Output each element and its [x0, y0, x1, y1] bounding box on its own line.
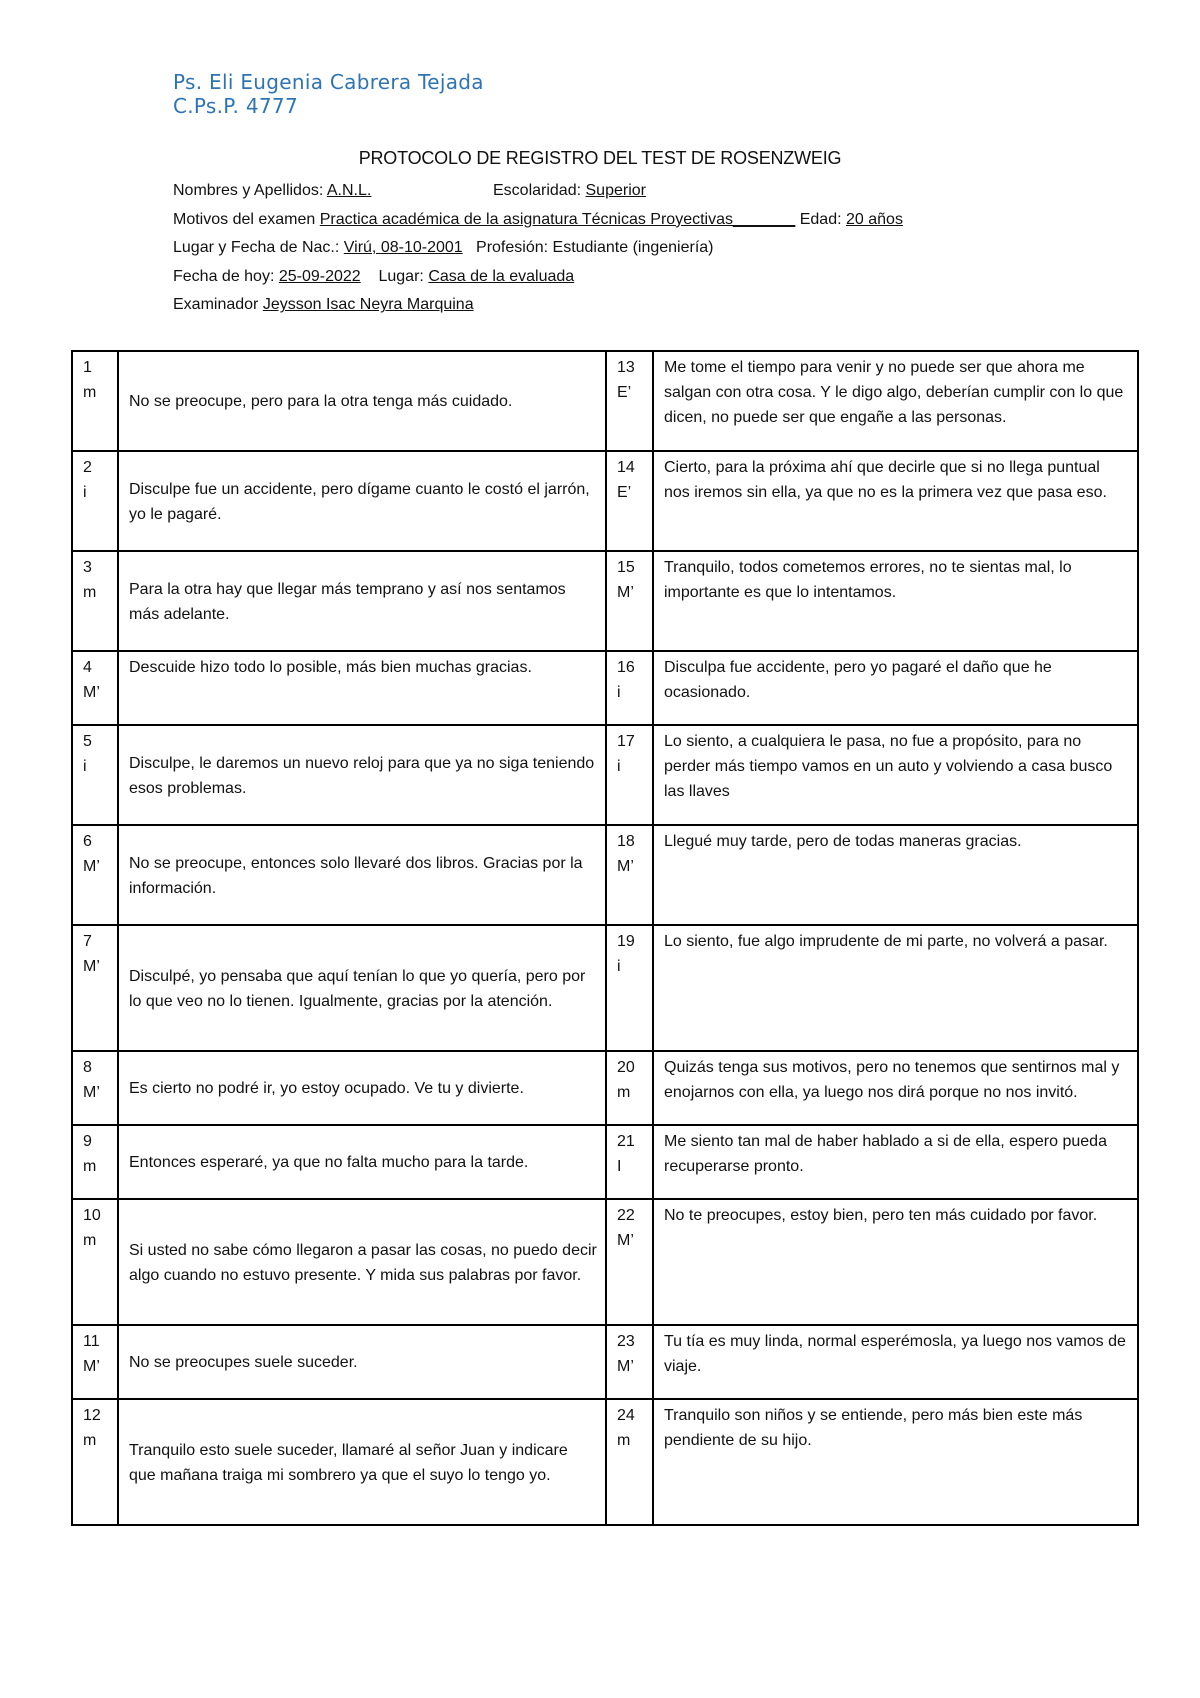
birth-label: Lugar y Fecha de Nac.:	[173, 239, 340, 257]
item-number: 8	[83, 1059, 92, 1076]
item-score-code: M’	[617, 858, 634, 875]
table-row	[72, 1125, 1138, 1199]
schooling-value: Superior	[585, 182, 646, 199]
item-number-cell	[72, 651, 118, 725]
item-number-cell	[606, 1051, 653, 1125]
table-row	[72, 351, 1138, 451]
item-response-cell	[653, 1399, 1138, 1525]
item-response-text: Disculpé, yo pensaba que aquí tenían lo que yo quería, pero por lo que veo no lo tienen. Igualmente, gracias por la atención.	[129, 967, 586, 1010]
name-label: Nombres y Apellidos:	[173, 182, 324, 199]
item-score-code: I	[617, 1158, 622, 1175]
item-number: 1	[83, 359, 92, 376]
item-number: 23	[617, 1333, 635, 1350]
item-number: 15	[617, 559, 635, 576]
item-score-code: i	[617, 684, 621, 701]
table-row	[72, 651, 1138, 725]
item-score-code: m	[617, 1084, 631, 1101]
item-number-cell	[72, 351, 118, 451]
item-response-text: Descuide hizo todo lo posible, más bien muchas gracias.	[129, 659, 532, 676]
item-response-text: No te preocupes, estoy bien, pero ten más cuidado por favor.	[664, 1207, 1098, 1224]
item-response-text: Lo siento, a cualquiera le pasa, no fue a propósito, para no perder más tiempo vamos en un auto y volviendo a casa busco las llaves	[664, 733, 1113, 800]
item-number-cell	[606, 651, 653, 725]
item-number-cell	[606, 825, 653, 925]
item-number: 19	[617, 933, 635, 950]
item-response-cell	[653, 1325, 1138, 1399]
place-value: Casa de la evaluada	[428, 267, 575, 285]
item-response-cell	[118, 651, 606, 725]
item-response-text: No se preocupe, pero para la otra tenga más cuidado.	[129, 393, 513, 410]
item-number-cell	[72, 1051, 118, 1125]
info-examiner-line	[173, 291, 903, 320]
age-value: 20 años	[846, 210, 903, 228]
item-number: 7	[83, 933, 92, 950]
table-row	[72, 925, 1138, 1051]
info-birth-line	[173, 234, 903, 263]
item-response-cell	[118, 1399, 606, 1525]
item-response-cell	[118, 1199, 606, 1325]
item-response-cell	[653, 725, 1138, 825]
letterhead	[173, 70, 484, 118]
item-number-cell	[72, 925, 118, 1051]
item-number: 10	[83, 1207, 101, 1224]
item-response-cell	[653, 1051, 1138, 1125]
item-response-cell	[653, 551, 1138, 651]
item-number-cell	[606, 725, 653, 825]
item-number: 9	[83, 1133, 92, 1150]
item-number: 14	[617, 459, 635, 476]
item-response-cell	[118, 1325, 606, 1399]
item-response-cell	[118, 725, 606, 825]
item-number: 5	[83, 733, 92, 750]
item-response-text: Es cierto no podré ir, yo estoy ocupado. Ve tu y divierte.	[129, 1080, 524, 1097]
item-number-cell	[72, 1125, 118, 1199]
table-row	[72, 1325, 1138, 1399]
place-label: Lugar:	[378, 267, 424, 285]
item-score-code: M’	[617, 1232, 634, 1249]
item-response-text: Cierto, para la próxima ahí que decirle que si no llega puntual nos iremos sin ella, ya que no es la primera vez que pasa eso.	[664, 459, 1107, 501]
item-score-code: M’	[83, 1084, 100, 1101]
info-date-line	[173, 263, 903, 292]
today-value: 25-09-2022	[278, 267, 361, 285]
item-score-code: i	[83, 484, 87, 501]
item-number-cell	[72, 1325, 118, 1399]
schooling-group	[493, 177, 646, 206]
item-response-text: Tranquilo son niños y se entiende, pero más bien este más pendiente de su hijo.	[664, 1407, 1083, 1449]
item-number: 13	[617, 359, 635, 376]
item-number-cell	[72, 451, 118, 551]
item-number: 4	[83, 659, 92, 676]
item-response-cell	[118, 551, 606, 651]
item-number-cell	[72, 1399, 118, 1525]
table-row	[72, 1051, 1138, 1125]
item-score-code: E’	[617, 384, 632, 401]
item-response-cell	[118, 451, 606, 551]
age-label: Edad:	[799, 210, 842, 228]
item-score-code: i	[617, 758, 621, 775]
item-number: 16	[617, 659, 635, 676]
item-score-code: M’	[617, 1358, 634, 1375]
item-score-code: m	[83, 1158, 97, 1175]
item-number: 17	[617, 733, 635, 750]
item-number: 11	[83, 1333, 100, 1350]
item-number-cell	[606, 351, 653, 451]
birth-value: Virú, 08-10-2001	[343, 239, 463, 257]
item-number-cell	[72, 551, 118, 651]
item-response-text: Entonces esperaré, ya que no falta mucho para la tarde.	[129, 1154, 529, 1171]
item-response-cell	[653, 451, 1138, 551]
item-number: 18	[617, 833, 635, 850]
responses-table	[71, 350, 1139, 1526]
item-response-text: Lo siento, fue algo imprudente de mi parte, no volverá a pasar.	[664, 933, 1108, 950]
item-response-cell	[118, 1051, 606, 1125]
item-response-text: No se preocupe, entonces solo llevaré dos libros. Gracias por la información.	[129, 854, 583, 897]
examiner-value: Jeysson Isac Neyra Marquina	[262, 296, 474, 314]
item-number-cell	[606, 1125, 653, 1199]
item-response-cell	[118, 1125, 606, 1199]
item-response-text: Para la otra hay que llegar más temprano y así nos sentamos más adelante.	[129, 580, 566, 623]
item-response-text: Tu tía es muy linda, normal esperémosla, ya luego nos vamos de viaje.	[664, 1333, 1126, 1375]
reason-label: Motivos del examen	[173, 210, 316, 228]
item-response-cell	[653, 1125, 1138, 1199]
item-response-cell	[653, 1199, 1138, 1325]
name-value: A.N.L.	[326, 182, 372, 199]
item-number-cell	[606, 1325, 653, 1399]
item-number-cell	[606, 551, 653, 651]
item-response-cell	[653, 825, 1138, 925]
item-response-cell	[653, 651, 1138, 725]
table-row	[72, 551, 1138, 651]
item-number: 24	[617, 1407, 635, 1424]
item-score-code: m	[617, 1432, 631, 1449]
item-score-code: m	[83, 1432, 97, 1449]
license-number: C.Ps.P. 4777	[173, 94, 298, 118]
item-response-text: No se preocupes suele suceder.	[129, 1354, 358, 1371]
item-response-text: Quizás tenga sus motivos, pero no tenemos que sentirnos mal y enojarnos con ella, ya luego nos dirá porque no nos invitó.	[664, 1059, 1120, 1101]
item-score-code: E’	[617, 484, 632, 501]
profession-value: Estudiante (ingeniería)	[552, 239, 714, 257]
document-title: PROTOCOLO DE REGISTRO DEL TEST DE ROSENZWEIG	[358, 148, 842, 168]
item-response-text: Tranquilo, todos cometemos errores, no te sientas mal, lo importante es que lo intentamos.	[664, 559, 1072, 601]
psychologist-name: Ps. Eli Eugenia Cabrera Tejada	[173, 70, 484, 94]
item-response-text: Disculpe fue un accidente, pero dígame cuanto le costó el jarrón, yo le pagaré.	[129, 480, 590, 523]
item-number-cell	[72, 725, 118, 825]
item-number-cell	[606, 1199, 653, 1325]
item-number: 12	[83, 1407, 101, 1424]
examiner-label: Examinador	[173, 296, 259, 314]
profession-label: Profesión:	[476, 239, 549, 257]
item-number: 21	[617, 1133, 635, 1150]
item-number: 3	[83, 559, 92, 576]
item-response-text: Si usted no sabe cómo llegaron a pasar las cosas, no puedo decir algo cuando no estuvo presente. Y mida sus palabras por favor.	[129, 1241, 597, 1284]
item-score-code: m	[83, 1232, 97, 1249]
table-row	[72, 1399, 1138, 1525]
item-number-cell	[606, 1399, 653, 1525]
item-response-text: Llegué muy tarde, pero de todas maneras gracias.	[664, 833, 1022, 850]
item-score-code: M’	[83, 958, 100, 975]
item-number: 6	[83, 833, 92, 850]
item-number-cell	[606, 925, 653, 1051]
item-response-cell	[118, 351, 606, 451]
item-response-cell	[118, 825, 606, 925]
item-number: 20	[617, 1059, 635, 1076]
item-score-code: M’	[83, 858, 100, 875]
item-response-cell	[653, 925, 1138, 1051]
item-number-cell	[72, 825, 118, 925]
table-row	[72, 825, 1138, 925]
info-name-line	[173, 177, 903, 206]
patient-info	[173, 177, 903, 320]
item-number: 22	[617, 1207, 635, 1224]
item-score-code: i	[617, 958, 621, 975]
item-score-code: i	[83, 758, 87, 775]
item-score-code: M’	[83, 1358, 100, 1375]
table-row	[72, 725, 1138, 825]
table-row	[72, 1199, 1138, 1325]
item-response-text: Me siento tan mal de haber hablado a si de ella, espero pueda recuperarse pronto.	[664, 1133, 1107, 1175]
item-response-text: Me tome el tiempo para venir y no puede ser que ahora me salgan con otra cosa. Y le digo algo, deberían cumplir con lo que dicen, no puede ser que engañe a las personas.	[664, 359, 1124, 426]
item-response-text: Tranquilo esto suele suceder, llamaré al señor Juan y indicare que mañana traiga mi sombrero ya que el suyo lo tengo yo.	[129, 1441, 568, 1484]
item-response-cell	[653, 351, 1138, 451]
item-score-code: M’	[83, 684, 100, 701]
schooling-label: Escolaridad:	[493, 182, 582, 199]
item-number-cell	[72, 1199, 118, 1325]
item-number-cell	[606, 451, 653, 551]
item-response-text: Disculpa fue accidente, pero yo pagaré el daño que he ocasionado.	[664, 659, 1052, 701]
reason-value: Practica académica de la asignatura Técnicas Proyectivas_______	[319, 210, 796, 228]
item-score-code: m	[83, 384, 97, 401]
item-response-text: Disculpe, le daremos un nuevo reloj para que ya no siga teniendo esos problemas.	[129, 754, 595, 797]
item-score-code: m	[83, 584, 97, 601]
info-reason-line	[173, 206, 903, 235]
item-number: 2	[83, 459, 92, 476]
item-response-cell	[118, 925, 606, 1051]
table-row	[72, 451, 1138, 551]
item-score-code: M’	[617, 584, 634, 601]
today-label: Fecha de hoy:	[173, 267, 275, 285]
